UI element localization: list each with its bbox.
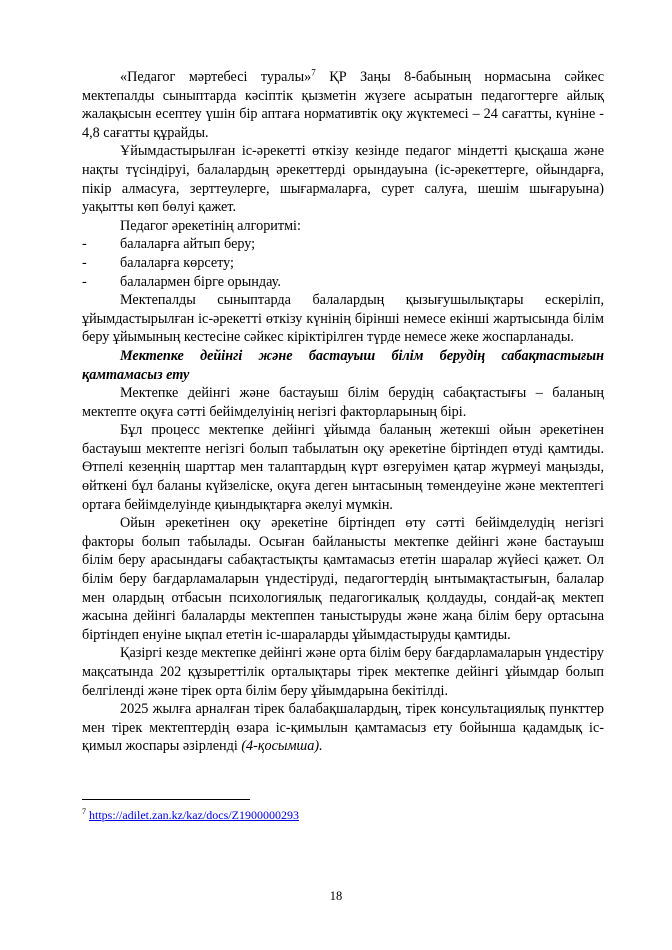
- footnote-divider: [82, 799, 250, 800]
- body-text: [82, 68, 604, 756]
- list-item-text: балалармен бірге орындау.: [120, 273, 281, 290]
- paragraph-activity: Ұйымдастырылған іс-әрекетті өткізу кезінде педагог міндетті қысқаша және нақты түсіндіруі, балалардың әрекеттерді орындауына (іс-әрекеттерге, ойындарға, пікір алмасуға, зерттеулерге, шығармаларға, сурет салуға, шешім шығаруына) уақытты көп бөлуі қажет.: [82, 143, 604, 216]
- section-heading: Мектепке дейінгі және бастауыш білім берудің сабақтастығын қамтамасыз ету: [82, 347, 604, 383]
- footnote-number: 7: [82, 807, 86, 816]
- list-item: [82, 254, 604, 273]
- law-title: «Педагог мәртебесі туралы»: [120, 69, 312, 85]
- paragraph-algorithm-title: Педагог әрекетінің алгоритмі:: [120, 217, 301, 234]
- appendix-reference: (4-қосымша).: [241, 738, 323, 755]
- list-item-text: балаларға көрсету;: [120, 254, 234, 271]
- paragraph-process: Бұл процесс мектепке дейінгі ұйымда баланың жетекші ойын әрекетінен бастауыш мектепте негізгі болып табылатын оқу әрекетіне біртіндеп өтуді қамтиды. Өтпелі кезеңнің шарттар мен талаптардың күрт өзгеруімен қатар жүрмеуі маңызды, өйткені бұл баланы күйзеліске, оқуға деген ынтасының төмендеуіне және мектептегі ортаға бейімделуінде қиындықтарға әкелуі мүмкін.: [82, 422, 604, 513]
- action-plan-text: 2025 жылға арналған тірек балабақшалардың, тірек консультациялық пункттер мен тірек мектептердің өзара іс-қимылын қамтамасыз ету бойынша қадамдық іс-қимыл жоспары әзірленді: [82, 701, 604, 755]
- paragraph-competence-centers: Қазіргі кезде мектепке дейінгі және орта білім беру бағдарламаларын үндестіру мақсатында 202 құзыреттілік орталықтары тірек мектепке дейінгі ұйымдар болып белгіленді және тірек орта білім беру ұйымдарына бекітілді.: [82, 645, 604, 699]
- paragraph-transition: Ойын әрекетінен оқу әрекетіне біртіндеп өту сәтті бейімделудің негізгі факторы болып табылады. Осыған байланысты мектепке дейінгі және бастауыш білім беру арасындағы сабақтастықты қамтамасыз ететін шаралар жүйесі қажет. Ол білім беру бағдарламаларын үндестіруді, педагогтердің ынтымақтастығын, балалар мен олардың отбасын психологиялық педагогикалық қолдауды, сондай-ақ мектеп жасына дейінгі балаларды мектеппен таныстыруды және жаңа білім беру ортасына біртіндеп енуіне ықпал ететін іс-шараларды ұйымдастыруды қамтиды.: [82, 515, 604, 643]
- list-dash: -: [82, 236, 87, 253]
- footnote: [82, 808, 604, 822]
- list-item: [82, 235, 604, 254]
- law-text: ҚР Заңы 8-бабының нормасына сәйкес мектепалды сыныптарда кәсіптік қызметін жүзеге асыратын педагогтерге айлық жалақысын есептеу үшін бір аптаға нормативтік оқу жүктемесі – 24 сағатты, күніне - 4,8 сағатты құрайды.: [82, 69, 604, 141]
- footnote-marker[interactable]: 7: [311, 67, 316, 78]
- paragraph-action-plan: [82, 700, 604, 756]
- paragraph-law-reference: [82, 68, 604, 142]
- list-item: [82, 273, 604, 292]
- list-dash: -: [82, 254, 87, 271]
- list-dash: -: [82, 273, 87, 290]
- paragraph-preschool-classes: Мектепалды сыныптарда балалардың қызығушылықтары ескеріліп, ұйымдастырылған іс-әрекетті өткізу күнінің бірінші немесе екінші жартысында білім беру ұйымының кестесіне сәйкес кіріктірілген түрде немесе жеке жоспарланады.: [82, 292, 604, 346]
- page-number: 18: [329, 889, 343, 903]
- paragraph-continuity: Мектепке дейінгі және бастауыш білім берудің сабақтастығы – баланың мектепте оқуға сәтті бейімделуінің негізгі факторларының бірі.: [82, 385, 604, 420]
- list-item-text: балаларға айтып беру;: [120, 236, 256, 253]
- footnote-link[interactable]: https://adilet.zan.kz/kaz/docs/Z1900000293: [89, 808, 299, 822]
